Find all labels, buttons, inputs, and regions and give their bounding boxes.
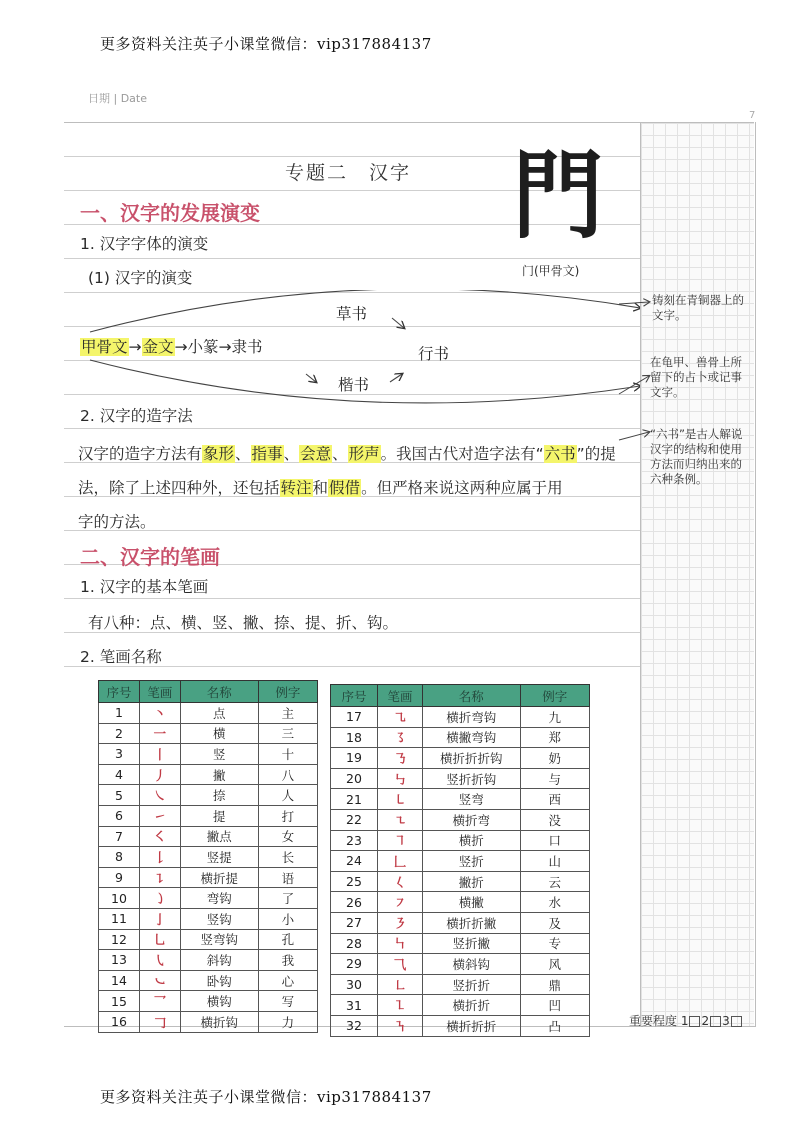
importance-label: 重要程度 [629, 1014, 678, 1028]
page-title: 专题二 汉字 [285, 162, 412, 184]
paragraph-line [78, 471, 638, 505]
flow-arrow: → [174, 338, 188, 356]
cell-stroke: ㇄ [377, 789, 422, 810]
cell-stroke: ㇞ [377, 933, 422, 954]
cell-example: 打 [258, 805, 317, 826]
date-label: 日期 | Date [88, 92, 147, 105]
cell-number: 22 [331, 809, 378, 830]
cell-stroke: ㇋ [377, 912, 422, 933]
cell-stroke: 亅 [139, 908, 180, 929]
cell-stroke: ㇌ [377, 727, 422, 748]
table-row [331, 768, 590, 789]
cell-number: 8 [99, 847, 140, 868]
margin-grid [641, 123, 754, 1026]
cell-name: 横钩 [180, 991, 258, 1012]
cell-name: 撇点 [180, 826, 258, 847]
cell-name: 竖弯钩 [180, 929, 258, 950]
cell-number: 12 [99, 929, 140, 950]
cell-number: 19 [331, 748, 378, 769]
table-row [331, 830, 590, 851]
col-header-number: 序号 [99, 681, 140, 703]
margin-note-six-categories: “六书”是古人解说汉字的结构和使用方法而归纳出来的六种条例。 [650, 427, 743, 486]
highlight-term: 象形 [203, 445, 235, 463]
cell-example: 写 [258, 991, 317, 1012]
cell-name: 横 [180, 723, 258, 744]
cell-name: 横撇弯钩 [423, 727, 521, 748]
highlight-term: 六书 [544, 445, 576, 463]
cell-example: 水 [520, 892, 589, 913]
flow-node-small-seal: 小篆 [187, 338, 219, 356]
cell-number: 27 [331, 912, 378, 933]
watermark-bottom: 更多资料关注英子小课堂微信：vip317884137 [100, 1088, 432, 1106]
cell-name: 横斜钩 [423, 954, 521, 975]
col-header-example: 例字 [520, 685, 589, 707]
right-edge-line [755, 122, 756, 1027]
col-header-name: 名称 [180, 681, 258, 703]
cell-example: 专 [520, 933, 589, 954]
page-number: 7 [749, 110, 756, 121]
cell-stroke: 一 [139, 723, 180, 744]
cell-stroke: ㇡ [377, 748, 422, 769]
flow-row [80, 335, 263, 357]
cell-name: 横折折撇 [423, 912, 521, 933]
watermark-top: 更多资料关注英子小课堂微信：vip317884137 [100, 35, 432, 53]
table-row [99, 805, 318, 826]
cell-name: 横折弯 [423, 809, 521, 830]
cell-stroke: ㇂ [139, 950, 180, 971]
cell-number: 7 [99, 826, 140, 847]
cell-stroke: ㇅ [377, 995, 422, 1016]
cell-name: 横撇 [423, 892, 521, 913]
cell-name: 横折折折 [423, 1015, 521, 1036]
table-row [331, 892, 590, 913]
stroke-table-left [98, 680, 318, 1033]
cell-number: 4 [99, 764, 140, 785]
cell-stroke: ㇃ [139, 970, 180, 991]
cell-stroke: ㇉ [377, 768, 422, 789]
col-header-stroke: 笔画 [377, 685, 422, 707]
col-header-number: 序号 [331, 685, 378, 707]
cell-number: 1 [99, 703, 140, 724]
flow-node-running: 行书 [418, 345, 450, 363]
margin-note-arrows [615, 290, 655, 450]
cell-example: 西 [520, 789, 589, 810]
paragraph-line [78, 437, 638, 471]
cell-stroke: ㇏ [139, 785, 180, 806]
cell-name: 捺 [180, 785, 258, 806]
cell-example: 了 [258, 888, 317, 909]
flow-node-bronze: 金文 [142, 338, 174, 356]
cell-number: 30 [331, 974, 378, 995]
cell-number: 16 [99, 1011, 140, 1032]
table-row [331, 789, 590, 810]
cell-example: 长 [258, 847, 317, 868]
cell-number: 26 [331, 892, 378, 913]
table-row [99, 703, 318, 724]
cell-example: 山 [520, 851, 589, 872]
cell-number: 24 [331, 851, 378, 872]
cell-stroke: 乚 [139, 929, 180, 950]
table-row [331, 748, 590, 769]
cell-stroke: 𠃊 [377, 851, 422, 872]
table-header-row [331, 685, 590, 707]
cell-example: 凸 [520, 1015, 589, 1036]
character-formation-paragraph [78, 437, 638, 539]
flow-node-oracle: 甲骨文 [81, 338, 128, 356]
cell-name: 横折 [423, 830, 521, 851]
cell-name: 竖折 [423, 851, 521, 872]
table-row [331, 851, 590, 872]
cell-stroke: 丿 [139, 764, 180, 785]
cell-example: 小 [258, 908, 317, 929]
cell-number: 25 [331, 871, 378, 892]
cell-example: 力 [258, 1011, 317, 1032]
text-span: 、 [283, 445, 300, 463]
cell-example: 凹 [520, 995, 589, 1016]
cell-example: 心 [258, 970, 317, 991]
cell-name: 横折折折钩 [423, 748, 521, 769]
table-row [99, 929, 318, 950]
cell-name: 提 [180, 805, 258, 826]
cell-stroke: ㇕ [377, 830, 422, 851]
table-row [331, 1015, 590, 1036]
cell-name: 卧钩 [180, 970, 258, 991]
cell-number: 17 [331, 707, 378, 728]
cell-stroke: ㇇ [377, 892, 422, 913]
highlight-term: 假借 [329, 479, 361, 497]
flow-arrow: → [128, 338, 142, 356]
table-row [331, 933, 590, 954]
text-span: 法，除了上述四种外，还包括 [78, 479, 280, 497]
cell-number: 14 [99, 970, 140, 991]
section1-sub2: 2. 汉字的造字法 [80, 407, 193, 425]
cell-name: 横折钩 [180, 1011, 258, 1032]
table-row [99, 991, 318, 1012]
cell-stroke: ㇎ [377, 1015, 422, 1036]
table-row [99, 764, 318, 785]
table-row [99, 723, 318, 744]
cell-number: 15 [99, 991, 140, 1012]
cell-number: 31 [331, 995, 378, 1016]
cell-example: 十 [258, 744, 317, 765]
cell-number: 6 [99, 805, 140, 826]
cell-example: 鼎 [520, 974, 589, 995]
text-span: 汉字的造字方法有 [78, 445, 203, 463]
ruled-line [64, 598, 640, 599]
table-row [331, 995, 590, 1016]
cell-example: 及 [520, 912, 589, 933]
importance-rating [629, 1012, 743, 1029]
checkbox-3[interactable] [731, 1016, 742, 1027]
text-span: 、 [235, 445, 251, 463]
text-span: 和 [312, 479, 329, 497]
table-row [99, 908, 318, 929]
table-header-row [99, 681, 318, 703]
highlight-term: 转注 [280, 479, 312, 497]
section2-sub2: 2. 笔画名称 [80, 648, 162, 666]
margin-note-oracle: 在龟甲、兽骨上所留下的占卜或记事文字。 [650, 355, 742, 399]
margin-note-bronze: 铸刻在青铜器上的文字。 [652, 293, 744, 322]
table-row [99, 867, 318, 888]
importance-option-3: 3 [722, 1014, 730, 1028]
cell-name: 横折折 [423, 995, 521, 1016]
table-row [99, 826, 318, 847]
cell-stroke: ㇁ [139, 888, 180, 909]
text-span: 字的方法。 [78, 513, 156, 531]
table-row [331, 707, 590, 728]
table-row [99, 888, 318, 909]
ruled-line [64, 258, 640, 259]
section1-heading: 一、汉字的发展演变 [80, 201, 260, 225]
cell-name: 竖弯 [423, 789, 521, 810]
cell-example: 九 [520, 707, 589, 728]
table-row [331, 974, 590, 995]
cell-number: 18 [331, 727, 378, 748]
cell-stroke: ㇍ [377, 809, 422, 830]
cell-stroke: 𡿨 [377, 871, 422, 892]
cell-name: 竖钩 [180, 908, 258, 929]
cell-example: 我 [258, 950, 317, 971]
section2-heading: 二、汉字的笔画 [80, 545, 220, 569]
table-row [99, 744, 318, 765]
flow-node-cursive: 草书 [336, 305, 368, 323]
highlight-term: 会意 [300, 445, 332, 463]
table-row [99, 1011, 318, 1032]
cell-example: 人 [258, 785, 317, 806]
text-span: 、 [332, 445, 348, 463]
section1-sub1-item: (1) 汉字的演变 [88, 269, 193, 287]
cell-example: 语 [258, 867, 317, 888]
cell-example: 孔 [258, 929, 317, 950]
table-row [331, 809, 590, 830]
cell-number: 23 [331, 830, 378, 851]
cell-stroke: ㇈ [377, 707, 422, 728]
cell-example: 没 [520, 809, 589, 830]
checkbox-1[interactable] [689, 1016, 700, 1027]
cell-number: 28 [331, 933, 378, 954]
cell-stroke: ㇊ [139, 867, 180, 888]
text-span: 。我国古代对造字法有“ [380, 445, 544, 463]
section2-sub1: 1. 汉字的基本笔画 [80, 578, 209, 596]
cell-name: 竖折撇 [423, 933, 521, 954]
cell-stroke: ㇗ [377, 974, 422, 995]
flow-node-regular: 楷书 [338, 376, 370, 394]
cell-example: 云 [520, 871, 589, 892]
cell-name: 竖提 [180, 847, 258, 868]
cell-name: 点 [180, 703, 258, 724]
cell-number: 3 [99, 744, 140, 765]
table-row [99, 785, 318, 806]
cell-example: 八 [258, 764, 317, 785]
cell-stroke: ⺄ [377, 954, 422, 975]
cell-name: 竖折折钩 [423, 768, 521, 789]
table-row [99, 950, 318, 971]
cell-example: 口 [520, 830, 589, 851]
highlight-term: 指事 [251, 445, 283, 463]
table-row [331, 912, 590, 933]
table-row [331, 727, 590, 748]
cell-example: 奶 [520, 748, 589, 769]
ruled-line [64, 428, 640, 429]
basic-strokes-line: 有八种：点、横、竖、撇、捺、提、折、钩。 [88, 614, 399, 632]
section1-sub1: 1. 汉字字体的演变 [80, 235, 209, 253]
cell-example: 郑 [520, 727, 589, 748]
cell-example: 与 [520, 768, 589, 789]
cell-name: 横折提 [180, 867, 258, 888]
oracle-glyph-caption: 门(甲骨文) [522, 264, 580, 278]
cell-example: 主 [258, 703, 317, 724]
cell-number: 21 [331, 789, 378, 810]
cell-number: 5 [99, 785, 140, 806]
cell-name: 竖折折 [423, 974, 521, 995]
highlight-term: 形声 [348, 445, 380, 463]
table-row [331, 871, 590, 892]
importance-option-2: 2 [701, 1014, 710, 1028]
text-span: ”的提 [576, 445, 616, 463]
col-header-example: 例字 [258, 681, 317, 703]
cell-example: 风 [520, 954, 589, 975]
cell-number: 20 [331, 768, 378, 789]
cell-stroke: 𠃌 [139, 1011, 180, 1032]
table-row [331, 954, 590, 975]
cell-number: 9 [99, 867, 140, 888]
text-span: 。但严格来说这两种应属于用 [361, 479, 563, 497]
flow-arrow: → [218, 338, 232, 356]
flow-node-clerical: 隶书 [231, 338, 263, 356]
col-header-stroke: 笔画 [139, 681, 180, 703]
cell-number: 2 [99, 723, 140, 744]
cell-example: 三 [258, 723, 317, 744]
stroke-table-right [330, 684, 590, 1037]
cell-number: 13 [99, 950, 140, 971]
cell-name: 撇折 [423, 871, 521, 892]
cell-name: 竖 [180, 744, 258, 765]
cell-stroke: ㇛ [139, 826, 180, 847]
paragraph-line [78, 505, 638, 539]
cell-stroke: ㇀ [139, 805, 180, 826]
cell-stroke: 丶 [139, 703, 180, 724]
cell-name: 弯钩 [180, 888, 258, 909]
cell-name: 斜钩 [180, 950, 258, 971]
cell-number: 10 [99, 888, 140, 909]
oracle-bone-glyph: 門 [512, 140, 604, 252]
cell-number: 32 [331, 1015, 378, 1036]
cell-number: 11 [99, 908, 140, 929]
col-header-name: 名称 [423, 685, 521, 707]
cell-stroke: 𠄌 [139, 847, 180, 868]
table-row [99, 970, 318, 991]
cell-stroke: 丨 [139, 744, 180, 765]
table-row [99, 847, 318, 868]
cell-name: 撇 [180, 764, 258, 785]
cell-name: 横折弯钩 [423, 707, 521, 728]
cell-stroke: 乛 [139, 991, 180, 1012]
checkbox-2[interactable] [710, 1016, 721, 1027]
cell-number: 29 [331, 954, 378, 975]
importance-option-1: 1 [680, 1014, 689, 1028]
cell-example: 女 [258, 826, 317, 847]
